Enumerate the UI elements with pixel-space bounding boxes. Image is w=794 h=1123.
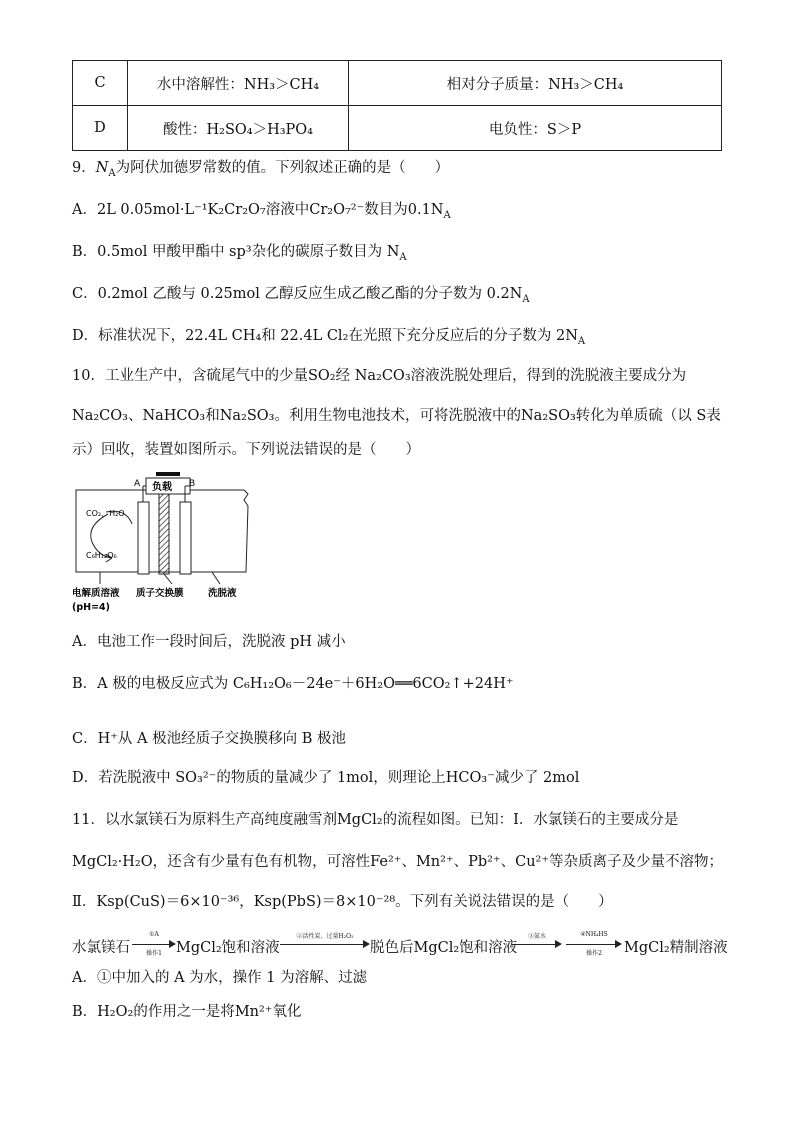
row-label: D (73, 106, 128, 151)
q9-option-a-text: A．2L 0.05mol·L⁻¹K₂Cr₂O₇溶液中Cr₂O₇²⁻数目为0.1N (72, 202, 444, 218)
q10-line3: 示）回收，装置如图所示。下列说法错误的是（ ） (72, 442, 420, 458)
q10-option-a: A．电池工作一段时间后，洗脱液 pH 减小 (72, 634, 346, 650)
flow-step-start: 水氯镁石 (72, 940, 130, 956)
q10-line1: 10．工业生产中，含硫尾气中的少量SO₂经 Na₂CO₃溶液洗脱处理后，得到的洗脱液主要成分为 (72, 368, 687, 384)
co2-label: CO₂、H₂O (86, 509, 125, 518)
q9-option-d (72, 326, 585, 346)
eluent-label: 洗脱液 (208, 588, 237, 599)
load-bar (156, 472, 180, 476)
na-subscript: A (399, 251, 407, 263)
na-subscript: A (522, 293, 530, 305)
row-right: 相对分子质量：NH₃＞CH₄ (349, 61, 722, 106)
q11-line1: 11．以水氯镁石为原料生产高纯度融雪剂MgCl₂的流程如图。已知：Ⅰ．水氯镁石的主要成分是 (72, 812, 679, 828)
q9-option-c-text: C．0.2mol 乙酸与 0.25mol 乙醇反应生成乙酸乙酯的分子数为 0.2N (72, 286, 523, 302)
table-row (73, 61, 722, 106)
q9-option-d-text: D．标准状况下，22.4L CH₄和 22.4L Cl₂在光照下充分反应后的分子数为 2N (72, 328, 578, 344)
flow-step-decolored: 脱色后MgCl₂饱和溶液 (370, 940, 518, 956)
q9-option-b (72, 242, 407, 262)
q11-line3: Ⅱ．Ksp(CuS)＝6×10⁻³⁶，Ksp(PbS)＝8×10⁻²⁸。下列有关说法错误的是（ ） (72, 894, 613, 910)
q10-option-d: D．若洗脱液中 SO₃²⁻的物质的量减少了 1mol，则理论上HCO₃⁻减少了 2mol (72, 770, 580, 786)
row-label: C (73, 61, 128, 106)
flow-step-refined: MgCl₂精制溶液 (624, 940, 728, 956)
table-row (73, 106, 722, 151)
q9-option-b-text: B．0.5mol 甲酸甲酯中 sp³杂化的碳原子数目为 N (72, 244, 400, 260)
row-left: 水中溶解性：NH₃＞CH₄ (128, 61, 349, 106)
flow-arrow-2-top: ②活性炭、过量H₂O₂ (296, 933, 354, 940)
label-a: A (134, 479, 141, 489)
q9-stem-text: 为阿伏加德罗常数的值。下列叙述正确的是（ ） (115, 160, 450, 176)
label-b: B (189, 479, 196, 489)
q9-number: 9． (72, 160, 96, 176)
q9-option-c (72, 284, 530, 304)
na-subscript: A (443, 209, 451, 221)
flow-arrow-4-top: ④NH₄HS (580, 931, 608, 938)
flow-arrow-2 (280, 932, 370, 958)
flow-arrow-1-top: ①A (149, 931, 159, 938)
flow-arrow-3 (512, 932, 562, 958)
q10-option-b: B．A 极的电极反应式为 C₆H₁₂O₆－24e⁻＋6H₂O══6CO₂↑+24H⁺ (72, 676, 514, 692)
q11-option-a: A．①中加入的 A 为水，操作 1 为溶解、过滤 (72, 970, 368, 986)
na-subscript: A (577, 335, 586, 347)
na-subscript: A (108, 167, 116, 179)
glucose-label: C₆H₁₂O₆ (86, 551, 117, 560)
electrolyte-label: 电解质溶液 (72, 588, 120, 599)
flow-step-saturated: MgCl₂饱和溶液 (176, 940, 280, 956)
proton-membrane (159, 490, 169, 574)
flow-arrow-4-bottom: 操作2 (586, 950, 602, 957)
row-left: 酸性：H₂SO₄＞H₃PO₄ (128, 106, 349, 151)
flow-arrow-1 (132, 932, 176, 958)
battery-diagram (72, 472, 262, 622)
ph-label: (pH=4) (72, 602, 111, 613)
load-label: 负载 (152, 482, 172, 493)
flow-arrow-4 (566, 932, 622, 958)
q9-stem (72, 158, 449, 178)
electrode-b (180, 502, 191, 574)
flow-arrow-3-top: ③氨水 (527, 933, 546, 940)
q9-option-a (72, 200, 451, 220)
electrode-a (138, 502, 149, 574)
na-symbol: N (95, 160, 109, 176)
flow-arrow-1-bottom: 操作1 (146, 950, 162, 957)
comparison-table (72, 60, 722, 151)
q10-line2: Na₂CO₃、NaHCO₃和Na₂SO₃。利用生物电池技术，可将洗脱液中的Na₂SO₃转化为单质硫（以 S表 (72, 408, 721, 424)
process-flow (72, 932, 732, 958)
q10-option-c: C．H⁺从 A 极池经质子交换膜移向 B 极池 (72, 731, 346, 747)
membrane-label: 质子交换膜 (136, 588, 184, 599)
q11-line2: MgCl₂·H₂O，还含有少量有色有机物，可溶性Fe²⁺、Mn²⁺、Pb²⁺、Cu²⁺等杂质离子及少量不溶物； (72, 854, 723, 870)
row-right: 电负性：S＞P (349, 106, 722, 151)
q11-option-b: B．H₂O₂的作用之一是将Mn²⁺氧化 (72, 1004, 302, 1020)
